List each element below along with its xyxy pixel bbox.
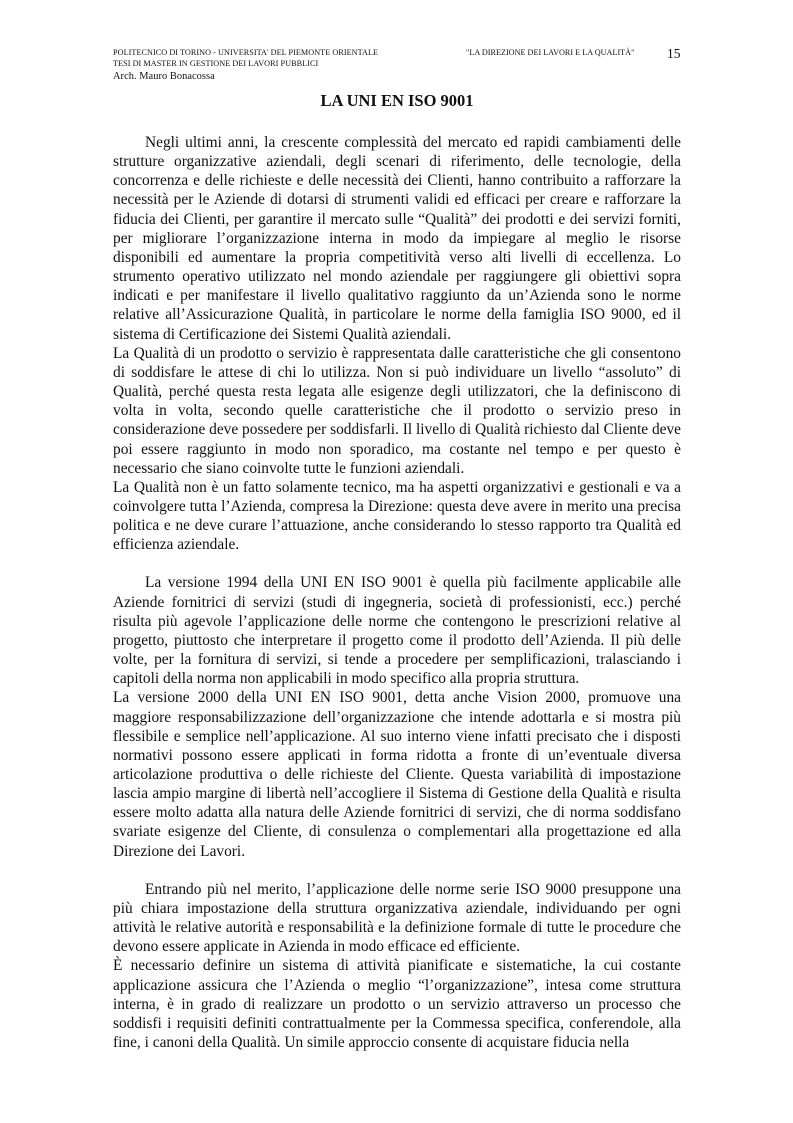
- header-institution: POLITECNICO DI TORINO - UNIVERSITA' DEL PIEMONTE ORIENTALE: [113, 48, 379, 57]
- paragraph: La Qualità di un prodotto o servizio è rappresentata dalle caratteristiche che gli consentono di soddisfare le attese di chi lo utilizza. Non si può individuare un livello “assoluto” di Qualità, perché questa resta legata alle esigenze degli utilizzatori, che la definiscono di volta in volta, secondo quelle caratteristiche che il prodotto o servizio preso in considerazione deve possedere per soddisfarli. Il livello di Qualità richiesto dal Cliente deve poi essere raggiunto in modo non sporadico, ma costante nel tempo e per questo è necessario che siano coinvolte tutte le funzioni aziendali.: [113, 344, 681, 477]
- paragraph: La versione 2000 della UNI EN ISO 9001, detta anche Vision 2000, promuove una maggiore responsabilizzazione dell’organizzazione che intende adottarla e si mostra più flessibile e semplice nell’applicazione. Al suo interno viene infatti precisato che i disposti normativi possono essere applicati in forma ridotta a fronte di un’eventuale diversa articolazione produttiva o delle richieste del Cliente. Questa variabilità di impostazione lascia ampio margine di libertà nell’accogliere il Sistema di Gestione della Qualità e risulta essere molto adatta alla natura delle Aziende fornitrici di servizi, che di norma soddisfano svariate esigenze del Cliente, di consulenza o complementari alla progettazione ed alla Direzione dei Lavori.: [113, 689, 681, 860]
- paragraph: È necessario definire un sistema di attività pianificate e sistematiche, la cui costante applicazione assicura che l’Azienda o meglio “l’organizzazione”, intesa come struttura interna, è in grado di realizzare un prodotto o un servizio attraverso un processo che soddisfi i requisiti definiti contrattualmente per la Commessa specifica, conferendole, alla fine, i canoni della Qualità. Un simile approccio consente di acquistare fiducia nella: [113, 957, 681, 1052]
- header-chapter: "LA DIREZIONE DEI LAVORI E LA QUALITÀ": [466, 48, 635, 57]
- header-thesis: TESI DI MASTER IN GESTIONE DEI LAVORI PUBBLICI: [113, 59, 319, 68]
- body-text: [113, 133, 681, 1052]
- paragraph: Negli ultimi anni, la crescente complessità del mercato ed rapidi cambiamenti delle strutture organizzative aziendali, degli scenari di riferimento, delle tecnologie, della concorrenza e delle richieste e delle necessità dei Clienti, hanno contribuito a rafforzare la necessità per le Aziende di dotarsi di strumenti validi ed efficaci per creare e rafforzare la fiducia dei Clienti, per garantire il mercato sulle “Qualità” dei prodotti e dei servizi forniti, per migliorare l’organizzazione interna in modo da impiegare al meglio le risorse disponibili ed aumentare la propria competitività verso alti livelli di eccellenza. Lo strumento operativo utilizzato nel mondo aziendale per raggiungere gli obiettivi sopra indicati e per manifestare il livello qualitativo raggiunto da un’Azienda sono le norme relative all’Assicurazione Qualità, in particolare le norme della famiglia ISO 9000, ed il sistema di Certificazione dei Sistemi Qualità aziendali.: [113, 134, 681, 343]
- header-author: Arch. Mauro Bonacossa: [113, 71, 215, 82]
- paragraph: La versione 1994 della UNI EN ISO 9001 è quella più facilmente applicabile alle Aziende fornitrici di servizi (studi di ingegneria, società di professionisti, ecc.) perché risulta più agevole l’applicazione delle norme che contengono le prescrizioni relative al progetto, piuttosto che interpretare il progetto come il prodotto dell’Azienda. Il più delle volte, per la fornitura di servizi, si tende a procedere per semplificazioni, tralasciando i capitoli della norma non applicabili in modo specifico alla propria struttura.: [113, 574, 681, 688]
- paragraph: Entrando più nel merito, l’applicazione delle norme serie ISO 9000 presuppone una più chiara impostazione della struttura organizzativa aziendale, individuando per ogni attività le relative autorità e responsabilità e la definizione formale di tutte le procedure che devono essere applicate in Azienda in modo efficace ed efficiente.: [113, 880, 681, 956]
- page-title: LA UNI EN ISO 9001: [320, 91, 474, 110]
- page-number: 15: [667, 46, 681, 61]
- running-header-left: [113, 47, 378, 83]
- paragraph: La Qualità non è un fatto solamente tecnico, ma ha aspetti organizzativi e gestionali e va a coinvolgere tutta l’Azienda, compresa la Direzione: questa deve avere in merito una precisa politica e ne deve curare l’attuazione, anche considerando lo stesso rapporto tra Qualità ed efficienza aziendale.: [113, 478, 681, 554]
